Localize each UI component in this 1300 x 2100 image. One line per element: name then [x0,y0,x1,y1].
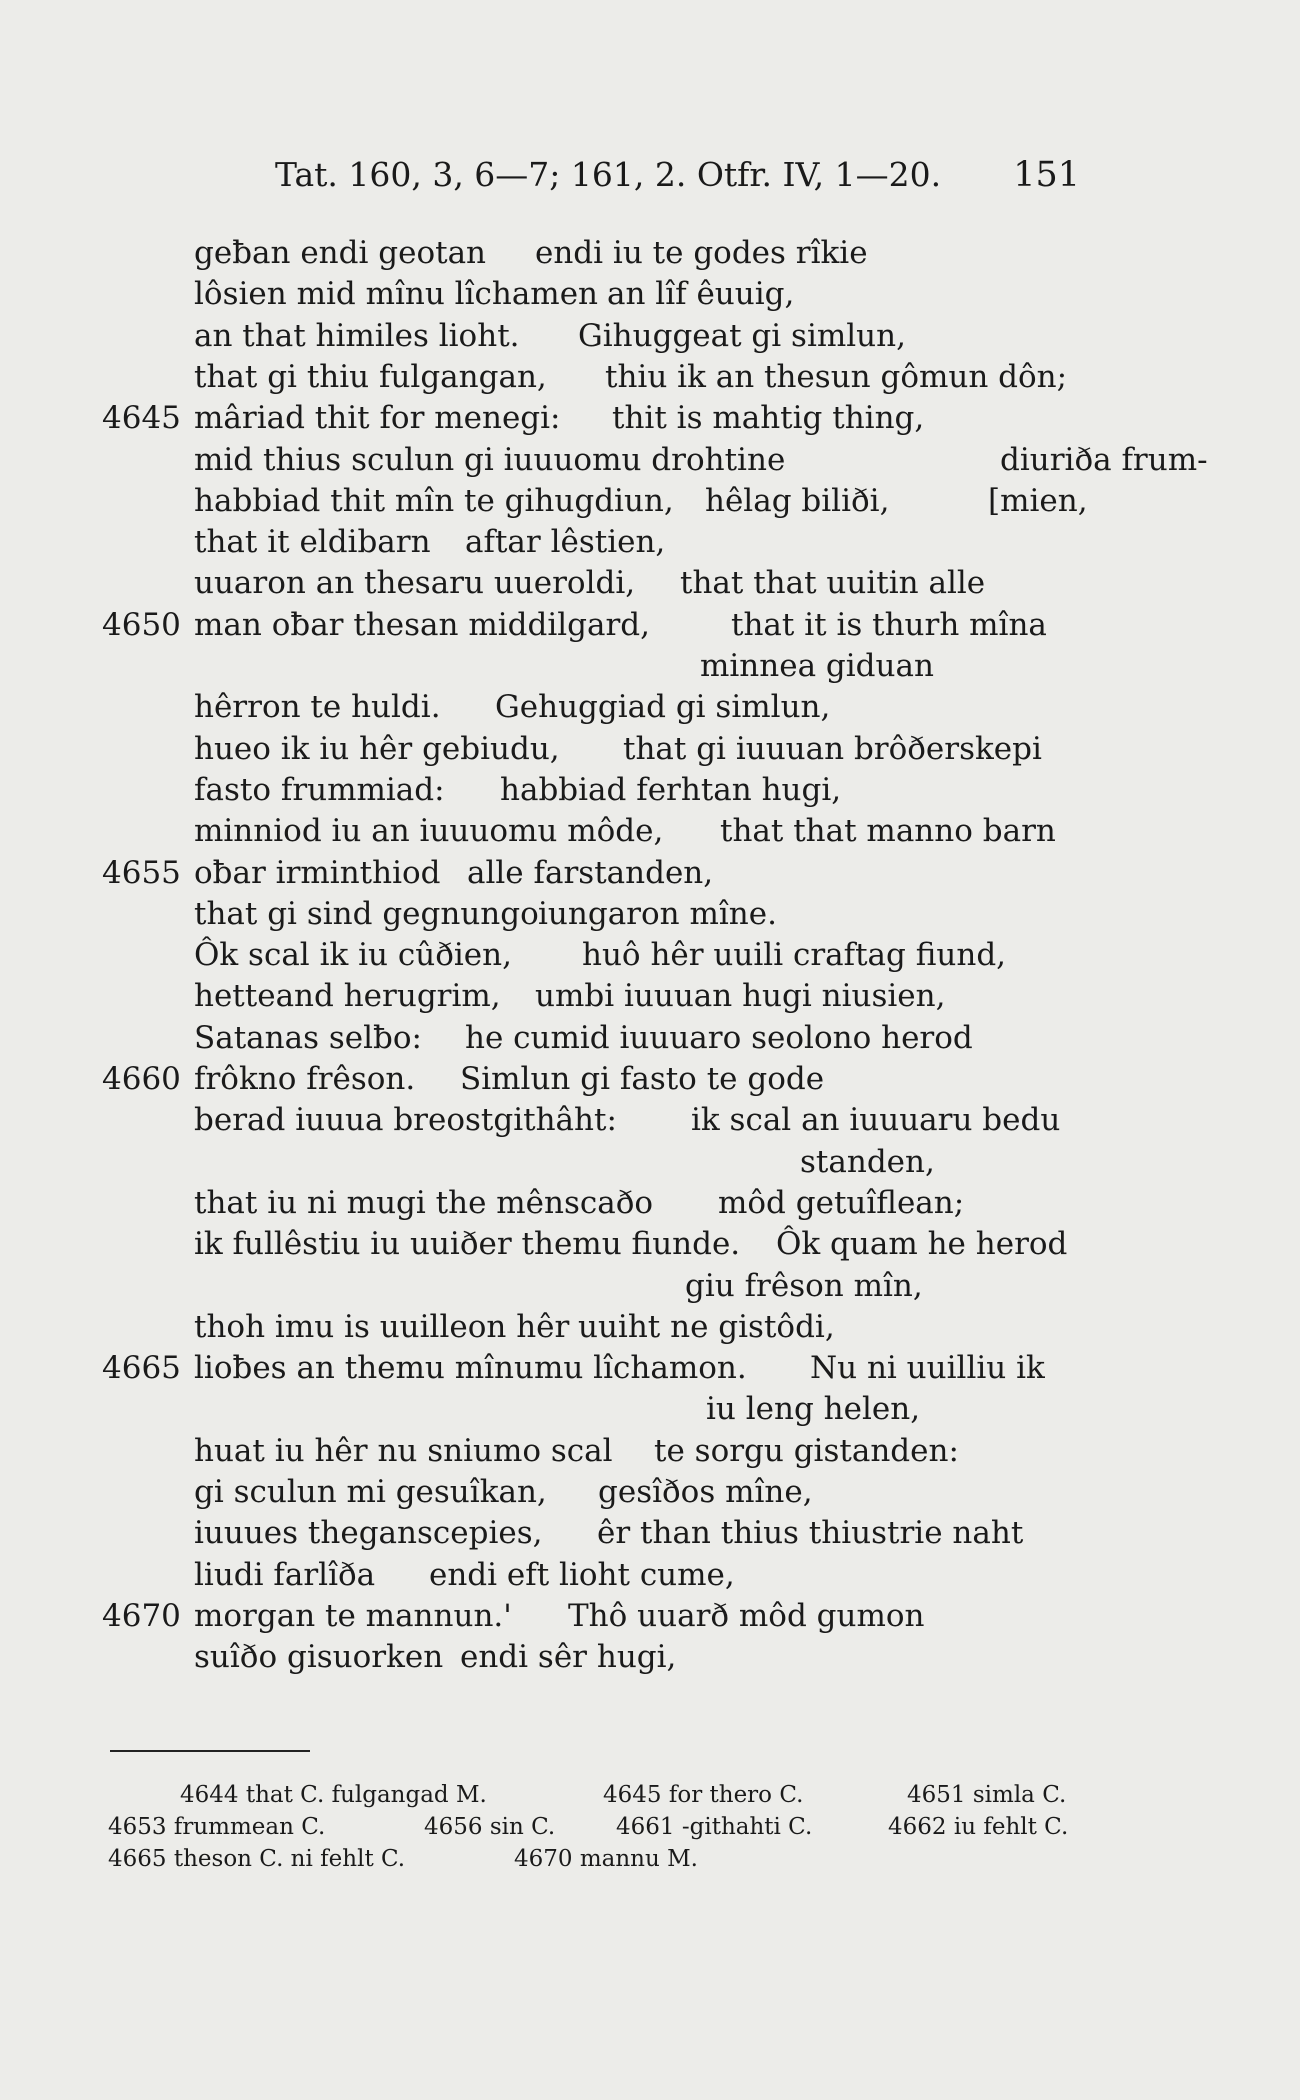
line-number: 4655 [102,854,181,891]
verse-line [0,232,1300,274]
verse-line [0,1347,1300,1389]
verse-line [0,1141,1300,1183]
second-half-line: môd getuîflean; [718,1184,965,1221]
verse-line [0,645,1300,687]
second-half-line: Nu ni uuilliu ik [810,1350,1045,1387]
first-half-line: iuuues theganscepies, [194,1515,543,1552]
second-half-line: iu leng helen, [706,1391,921,1428]
second-half-line: endi iu te godes rîkie [535,235,868,271]
first-half-line: frôkno frêson. [194,1061,416,1097]
second-half-line: gesîðos mîne, [598,1474,813,1510]
verse-line [0,1595,1300,1637]
line-number: 4665 [102,1350,181,1387]
first-half-line: geƀan endi geotan [194,235,487,271]
verse-line [0,439,1300,481]
first-half-line: Ôk scal ik iu cûðien, [194,937,512,974]
footnote-rule [110,1750,310,1752]
second-half-line: ik scal an iuuuaru bedu [691,1102,1061,1139]
verse-line [0,1554,1300,1596]
first-half-line: that gi thiu fulgangan, [194,358,547,395]
verse-line [0,893,1300,935]
first-half-line: habbiad thit mîn te gihugdiun, [194,482,674,519]
first-half-line: suîðo gisuorken [194,1639,444,1676]
page-number: 151 [1013,155,1080,195]
first-half-line: man oƀar thesan middilgard, [194,606,651,643]
verse-line [0,810,1300,852]
first-half-line: Satanas selƀo: [194,1019,422,1056]
second-half-line: Thô uuarð môd gumon [568,1597,925,1634]
second-half-line: that it is thurh mîna [731,606,1047,643]
second-half-line: endi sêr hugi, [460,1639,677,1676]
verse-line [0,1099,1300,1141]
first-half-line: fasto frummiad: [194,771,445,808]
verse-line [0,480,1300,522]
verse-line [0,521,1300,563]
verse-line [0,397,1300,439]
first-half-line: that iu ni mugi the mênscaðo [194,1184,654,1221]
first-half-line: that gi sind gegnungo [194,895,539,932]
verse-line [0,1306,1300,1348]
verse-line [0,1223,1300,1265]
second-half-line: Simlun gi fasto te gode [460,1061,825,1097]
first-half-line: lôsien mid mînu lîchamen [194,276,599,313]
second-half-line: minnea giduan [700,648,934,684]
line-number: 4670 [102,1597,181,1634]
second-half-line: Gihuggeat gi simlun, [578,317,906,354]
second-half-line: that that manno barn [720,813,1056,850]
second-half-line: hêlag biliði, [705,482,890,519]
second-half-line: that that uuitin alle [680,565,986,602]
verse-line [0,356,1300,398]
verse-line [0,686,1300,728]
verse-line [0,1430,1300,1472]
first-half-line: thoh imu is uuilleon hêr [194,1308,570,1345]
second-half-line: Ôk quam he herod [776,1226,1068,1263]
footnote-entry: 4651 simla C. [907,1782,1067,1808]
first-half-line: lioƀes an themu mînumu lîchamon. [194,1350,747,1387]
verse-line [0,728,1300,770]
verse-line [0,273,1300,315]
second-half-line: huô hêr uuili craftag fiund, [582,937,1007,974]
first-half-line: ik fullêstiu iu uuiðer themu fiunde. [194,1226,741,1263]
first-half-line: gi sculun mi gesuîkan, [194,1474,547,1510]
first-half-line: liudi farlîða [194,1556,376,1593]
footnote-entry: 4644 that C. fulgangad M. [180,1782,487,1808]
second-half-line: that gi iuuuan brôðerskepi [623,730,1042,767]
verse-line [0,1636,1300,1678]
second-half-line: he cumid iuuuaro seolono herod [465,1019,973,1056]
first-half-line: oƀar irminthiod [194,854,441,891]
footnote-entry: 4645 for thero C. [603,1782,804,1808]
first-half-line: uuaron an thesaru uueroldi, [194,565,636,602]
second-half-line: giu frêson mîn, [685,1267,923,1304]
second-half-line: thit is mahtig thing, [612,400,925,437]
verse-line [0,975,1300,1017]
footnote-entry: 4665 theson C. ni fehlt C. [108,1846,406,1872]
second-half-line: standen, [800,1143,935,1180]
line-number: 4660 [102,1061,181,1097]
verse-line [0,1058,1300,1100]
second-half-line: endi eft lioht cume, [429,1556,735,1593]
verse-line [0,562,1300,604]
second-half-line: alle farstanden, [467,854,714,891]
first-half-line: hueo ik iu hêr gebiudu, [194,730,560,767]
second-half-line: thiu ik an thesun gômun dôn; [605,358,1068,395]
second-half-line: êr than thius thiustrie naht [597,1515,1024,1552]
verse-line [0,1182,1300,1224]
second-half-line: an lîf êuuig, [607,276,795,313]
first-half-line: huat iu hêr nu sniumo scal [194,1432,613,1469]
verse-line [0,934,1300,976]
footnote-entry: 4661 -githahti C. [616,1814,813,1840]
first-half-line: mâriad thit for menegi: [194,400,561,437]
first-half-line: an that himiles lioht. [194,317,520,354]
line-number: 4645 [102,400,181,437]
second-half-line: umbi iuuuan hugi niusien, [535,978,946,1015]
verse-line [0,769,1300,811]
first-half-line: morgan te mannun.' [194,1597,512,1634]
verse-line [0,1512,1300,1554]
verse-line [0,1265,1300,1307]
header-reference: Tat. 160, 3, 6—7; 161, 2. Otfr. IV, 1—20. [275,155,942,194]
second-half-line: habbiad ferhtan hugi, [500,771,842,808]
first-half-line: that it eldibarn [194,524,431,561]
second-half-line: uuiht ne gistôdi, [578,1308,835,1345]
second-half-line: diuriða frum- [1000,441,1208,478]
line-number: 4650 [102,606,181,643]
second-half-line: Gehuggiad gi simlun, [495,689,831,726]
verse-line [0,604,1300,646]
line-continuation: [mien, [988,482,1088,519]
second-half-line: te sorgu gistanden: [654,1432,959,1469]
second-half-line: iungaron mîne. [538,895,777,932]
verse-line [0,1017,1300,1059]
first-half-line: berad iuuua breostgithâht: [194,1102,617,1139]
footnote-entry: 4662 iu fehlt C. [888,1814,1069,1840]
first-half-line: minniod iu an iuuuomu môde, [194,813,664,850]
footnote-entry: 4670 mannu M. [514,1846,698,1872]
second-half-line: aftar lêstien, [465,524,666,561]
footnote-entry: 4656 sin C. [424,1814,556,1840]
first-half-line: hetteand herugrim, [194,978,501,1015]
verse-line [0,1471,1300,1513]
first-half-line: mid thius sculun gi iuuuomu drohtine [194,441,786,478]
footnote-entry: 4653 frummean C. [108,1814,326,1840]
verse-line [0,315,1300,357]
first-half-line: hêrron te huldi. [194,689,441,726]
verse-line [0,852,1300,894]
verse-line [0,1388,1300,1430]
running-header [275,155,1080,201]
